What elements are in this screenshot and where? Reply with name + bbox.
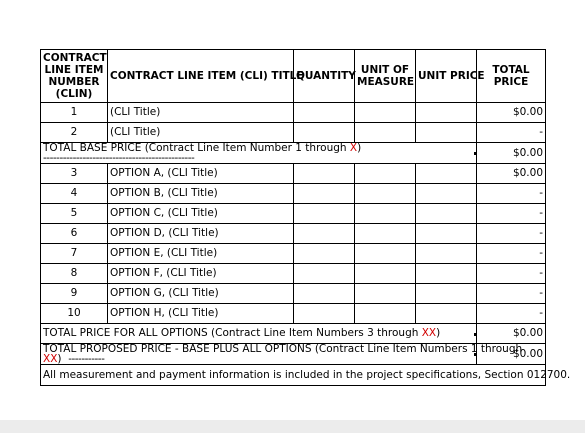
clin-cell: 8 [41,264,108,284]
table-row [41,103,546,123]
header-row [41,50,546,103]
note-row [41,365,546,386]
header-unit-price: UNIT PRICE [416,50,477,103]
clin-cell: 1 [41,103,108,123]
quantity-cell [294,204,355,224]
total-options-row [41,324,546,344]
unit-of-measure-cell [355,123,416,143]
clin-cell: 2 [41,123,108,143]
unit-of-measure-cell [355,184,416,204]
clin-cell: 10 [41,304,108,324]
total-price-cell: - [477,184,546,204]
title-cell: OPTION B, (CLI Title) [108,184,294,204]
total-options-price: $0.00 [477,324,546,344]
unit-of-measure-cell [355,103,416,123]
table-row [41,264,546,284]
total-base-label: TOTAL BASE PRICE (Contract Line Item Number 1 through X) ---------------------------------------------- [41,143,477,164]
unit-of-measure-cell [355,284,416,304]
total-proposed-variable: XX [43,353,58,365]
quantity-cell [294,284,355,304]
table-row [41,224,546,244]
header-quantity: QUANTITY [294,50,355,103]
clin-cell: 6 [41,224,108,244]
table-row [41,184,546,204]
unit-price-cell [416,284,477,304]
contract-pricing-table [40,49,571,386]
unit-price-cell [416,224,477,244]
total-proposed-label: TOTAL PROPOSED PRICE - BASE PLUS ALL OPTIONS (Contract Line Item Numbers 1 through XX) ----------- [41,344,477,365]
unit-price-cell [416,123,477,143]
table-row [41,164,546,184]
total-price-cell: - [477,264,546,284]
total-price-cell: $0.00 [477,103,546,123]
header-title: CONTRACT LINE ITEM (CLI) TITLE [108,50,294,103]
specification-note: All measurement and payment information is included in the project specifications, Section 012700. [41,365,546,386]
total-price-cell: - [477,204,546,224]
clin-cell: 9 [41,284,108,304]
unit-of-measure-cell [355,224,416,244]
header-total-price: TOTAL PRICE [477,50,546,103]
unit-price-cell [416,204,477,224]
quantity-cell [294,123,355,143]
quantity-cell [294,224,355,244]
table-row [41,284,546,304]
total-price-cell: - [477,284,546,304]
title-cell: (CLI Title) [108,103,294,123]
quantity-cell [294,184,355,204]
total-options-variable: XX [421,327,437,339]
table-row [41,123,546,143]
header-unit-of-measure: UNIT OF MEASURE [355,50,416,103]
title-cell: OPTION H, (CLI Title) [108,304,294,324]
table-row [41,304,546,324]
total-base-variable: X [349,142,358,154]
total-price-cell: - [477,224,546,244]
title-cell: OPTION C, (CLI Title) [108,204,294,224]
title-cell: OPTION E, (CLI Title) [108,244,294,264]
total-base-price: $0.00 [477,143,546,164]
total-base-row [41,143,546,164]
clin-cell: 5 [41,204,108,224]
unit-price-cell [416,103,477,123]
unit-of-measure-cell [355,204,416,224]
table-row [41,204,546,224]
total-price-cell: - [477,244,546,264]
clin-cell: 3 [41,164,108,184]
total-price-cell: - [477,123,546,143]
unit-of-measure-cell [355,244,416,264]
unit-price-cell [416,164,477,184]
title-cell: OPTION A, (CLI Title) [108,164,294,184]
header-clin: CONTRACT LINE ITEM NUMBER (CLIN) [41,50,108,103]
unit-of-measure-cell [355,304,416,324]
total-options-label: TOTAL PRICE FOR ALL OPTIONS (Contract Line Item Numbers 3 through XX) [41,324,477,344]
title-cell: (CLI Title) [108,123,294,143]
unit-of-measure-cell [355,164,416,184]
title-cell: OPTION D, (CLI Title) [108,224,294,244]
title-cell: OPTION F, (CLI Title) [108,264,294,284]
unit-price-cell [416,244,477,264]
unit-price-cell [416,184,477,204]
unit-of-measure-cell [355,264,416,284]
quantity-cell [294,304,355,324]
unit-price-cell [416,264,477,284]
unit-price-cell [416,304,477,324]
total-proposed-price: $0.00 [477,344,546,365]
clin-cell: 4 [41,184,108,204]
total-proposed-row [41,344,546,365]
quantity-cell [294,244,355,264]
quantity-cell [294,103,355,123]
clin-cell: 7 [41,244,108,264]
total-price-cell: - [477,304,546,324]
total-price-cell: $0.00 [477,164,546,184]
quantity-cell [294,264,355,284]
table-row [41,244,546,264]
title-cell: OPTION G, (CLI Title) [108,284,294,304]
quantity-cell [294,164,355,184]
